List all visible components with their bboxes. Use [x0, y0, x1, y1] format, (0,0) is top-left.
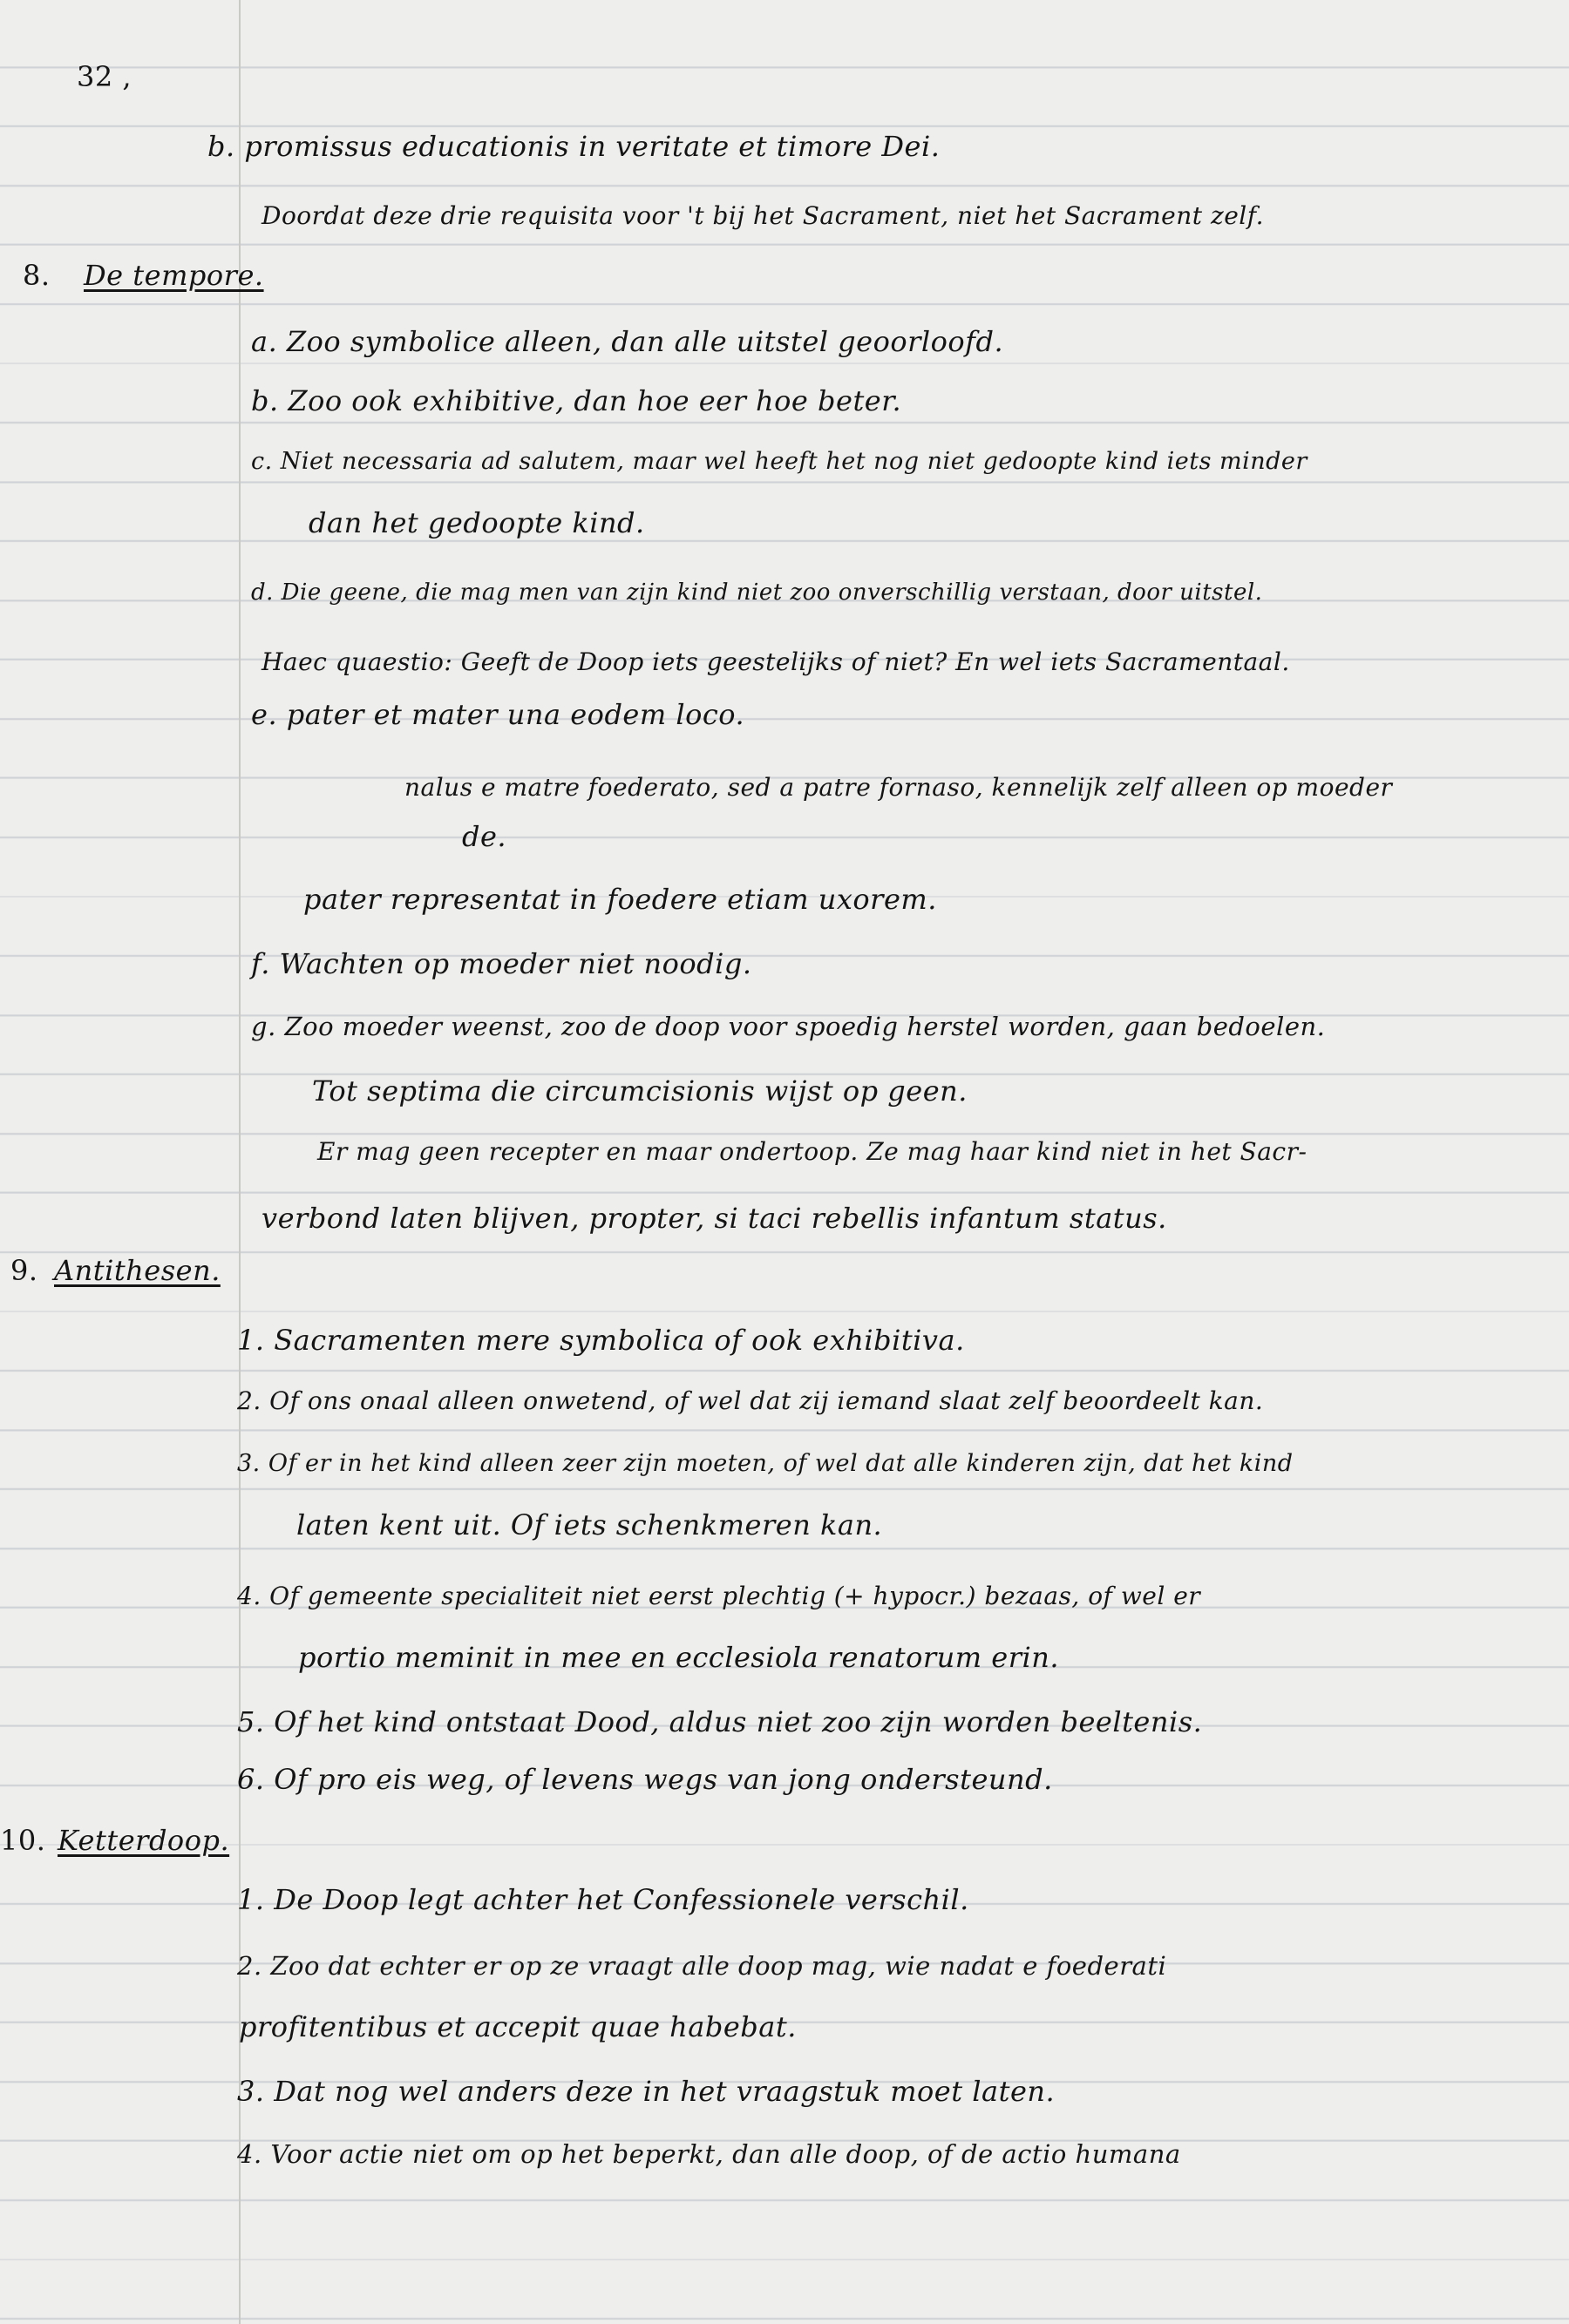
text-line: 1. Sacramenten mere symbolica of ook exhibitiva. [237, 1324, 965, 1357]
text-line: 2. Zoo dat echter er op ze vraagt alle doop mag, wie nadat e foederati [237, 1951, 1167, 1981]
text-line: 1. De Doop legt achter het Confessionele verschil. [237, 1883, 969, 1916]
text-line: portio meminit in mee en ecclesiola renatorum erin. [298, 1641, 1060, 1674]
section-number: 8. [23, 259, 51, 292]
text-line: 4. Of gemeente specialiteit niet eerst plechtig (+ hypocr.) bezaas, of wel er [237, 1582, 1201, 1610]
text-line: f. Wachten op moeder niet noodig. [251, 947, 752, 980]
text-line: 5. Of het kind ontstaat Dood, aldus niet zoo zijn worden beeltenis. [237, 1705, 1203, 1738]
text-line: Haec quaestio: Geeft de Doop iets geestelijks of niet? En wel iets Sacramentaal. [262, 647, 1290, 676]
section-number: 9. [10, 1254, 38, 1287]
section-number: 10. [0, 1824, 46, 1857]
section-heading: Ketterdoop. [58, 1824, 230, 1857]
text-line: a. Zoo symbolice alleen, dan alle uitstel geoorloofd. [251, 325, 1004, 358]
text-line: 4. Voor actie niet om op het beperkt, dan alle doop, of de actio humana [237, 2139, 1181, 2169]
section-heading: Antithesen. [54, 1254, 221, 1287]
text-line: Er mag geen recepter en maar ondertoop. Ze mag haar kind niet in het Sacr- [317, 1137, 1308, 1166]
text-line: b. promissus educationis in veritate et timore Dei. [207, 130, 941, 163]
text-line: g. Zoo moeder weenst, zoo de doop voor spoedig herstel worden, gaan bedoelen. [251, 1012, 1326, 1041]
section-heading: De tempore. [84, 259, 264, 292]
text-line: de. [462, 820, 507, 853]
text-line: 6. Of pro eis weg, of levens wegs van jong ondersteund. [237, 1763, 1053, 1796]
text-line: Tot septima die circumcisionis wijst op geen. [312, 1074, 968, 1108]
text-line: d. Die geene, die mag men van zijn kind niet zoo onverschillig verstaan, door uitstel. [251, 579, 1263, 606]
text-line: 3. Of er in het kind alleen zeer zijn moeten, of wel dat alle kinderen zijn, dat het kind [237, 1450, 1294, 1477]
text-line: dan het gedoopte kind. [309, 506, 645, 539]
text-line: verbond laten blijven, propter, si taci rebellis infantum status. [262, 1202, 1167, 1235]
text-line: Doordat deze drie requisita voor 't bij het Sacrament, niet het Sacrament zelf. [262, 201, 1264, 230]
text-line: e. pater et mater una eodem loco. [251, 698, 745, 731]
text-line: nalus e matre foederato, sed a patre fornaso, kennelijk zelf alleen op moeder [404, 773, 1393, 802]
text-line: c. Niet necessaria ad salutem, maar wel heeft het nog niet gedoopte kind iets minder [251, 448, 1308, 475]
page-number: 32 , [77, 60, 132, 93]
text-line: laten kent uit. Of iets schenkmeren kan. [296, 1508, 883, 1541]
text-line: profitentibus et accepit quae habebat. [239, 2010, 797, 2043]
text-line: b. Zoo ook exhibitive, dan hoe eer hoe beter. [251, 384, 902, 417]
text-line: 3. Dat nog wel anders deze in het vraagstuk moet laten. [237, 2075, 1056, 2108]
text-line: 2. Of ons onaal alleen onwetend, of wel dat zij iemand slaat zelf beoordeelt kan. [237, 1386, 1264, 1415]
text-line: pater representat in foedere etiam uxorem. [303, 883, 937, 916]
